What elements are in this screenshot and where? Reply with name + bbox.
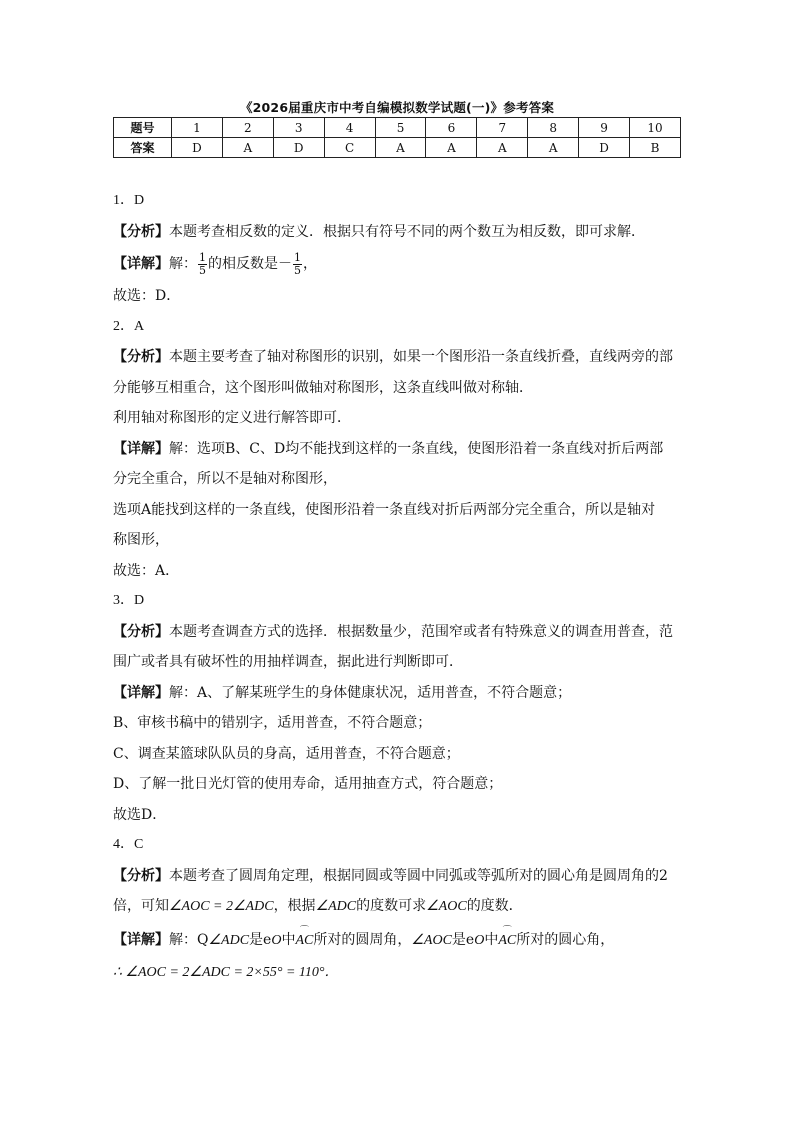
question-2-detail-cont: 选项A能找到这样的一条直线，使图形沿着一条直线对折后两部分完全重合，所以是轴对: [113, 501, 656, 518]
question-4-analysis-cont: 倍，可知∠AOC = 2∠ADC，根据∠ADC的度数可求∠AOC的度数．: [113, 898, 523, 914]
answer-cell: A: [528, 138, 579, 158]
table-row-header: 题号: [114, 118, 172, 138]
detail-tag: 【详解】: [113, 440, 169, 457]
answer-cell: D: [172, 138, 223, 158]
answer-cell: A: [426, 138, 477, 158]
circle-symbol: e: [465, 931, 475, 948]
answer-cell: B: [630, 138, 681, 158]
answer-cell: C: [324, 138, 375, 158]
question-number-cell: 8: [528, 118, 579, 138]
question-1-detail: 【详解】解： $\frac{1}{5}$ 的相反数是－ $\frac{1}{5}$ ，: [113, 250, 317, 277]
question-number-cell: 9: [579, 118, 630, 138]
question-2-detail: 【详解】解：选项B、C、D均不能找到这样的一条直线，使图形沿着一条直线对折后两部: [113, 440, 664, 457]
question-3-detail-cont: D、了解一批日光灯管的使用寿命，适用抽查方式，符合题意；: [113, 776, 503, 792]
fraction: $\frac{1}{5}$: [199, 250, 206, 277]
question-3-analysis-cont: 围广或者具有破坏性的用抽样调查，据此进行判断即可．: [113, 654, 463, 670]
question-2-detail-cont: 分完全重合，所以不是轴对称图形，: [113, 471, 337, 487]
question-2-conclusion: 故选：A．: [113, 562, 180, 579]
answer-cell: A: [222, 138, 273, 158]
question-3-heading: 3．D: [113, 593, 145, 608]
question-2-analysis-cont: 分能够互相重合，这个图形叫做轴对称图形，这条直线叫做对称轴．: [113, 379, 533, 396]
table-row: [114, 118, 681, 138]
question-2-analysis-cont: 利用轴对称图形的定义进行解答即可．: [113, 410, 351, 426]
math-expression: ∠AOC: [411, 932, 452, 948]
page-title: 《2026届重庆市中考自编模拟数学试题(一)》参考答案: [239, 100, 555, 115]
solutions-body: [113, 186, 693, 988]
answer-cell: A: [375, 138, 426, 158]
question-1-analysis: 【分析】本题考查相反数的定义．根据只有符号不同的两个数互为相反数，即可求解．: [113, 223, 645, 240]
answer-cell: D: [579, 138, 630, 158]
question-4-detail: 【详解】解：Q∠ADC是eO中⌒ AC所对的圆周角，∠AOC是eO中⌒ AC所对的圆心角，: [113, 923, 693, 958]
math-expression: ∠AOC: [426, 899, 467, 914]
question-4-result: ∴ ∠AOC = 2∠ADC = 2×55° = 110°．: [113, 964, 339, 980]
arc-symbol: ⌒ AC: [498, 924, 516, 958]
question-3-conclusion: 故选D．: [113, 806, 167, 823]
question-2-heading: 2．A: [113, 318, 145, 334]
detail-tag: 【详解】: [113, 684, 169, 701]
analysis-tag: 【分析】: [113, 623, 169, 640]
math-expression: ∠ADC: [315, 899, 357, 914]
question-number-cell: 4: [324, 118, 375, 138]
analysis-tag: 【分析】: [113, 223, 169, 240]
math-expression: ∠AOC = 2∠ADC: [169, 899, 274, 914]
question-2-analysis: 【分析】本题主要考查了轴对称图形的识别，如果一个图形沿一条直线折叠，直线两旁的部: [113, 349, 673, 365]
question-3-analysis: 【分析】本题考查调查方式的选择．根据数量少，范围窄或者有特殊意义的调查用普查，范: [113, 623, 673, 640]
answer-table: [113, 117, 681, 158]
table-row: [114, 138, 681, 158]
question-number-cell: 5: [375, 118, 426, 138]
question-4-analysis: 【分析】本题考查了圆周角定理，根据同圆或等圆中同弧或等弧所对的圆心角是圆周角的2: [113, 867, 668, 884]
question-number-cell: 10: [630, 118, 681, 138]
question-1-heading: 1．D: [113, 193, 145, 208]
question-number-cell: 6: [426, 118, 477, 138]
analysis-tag: 【分析】: [113, 349, 169, 365]
question-1-conclusion: 故选：D．: [113, 288, 181, 304]
question-number-cell: 3: [273, 118, 324, 138]
detail-tag: 【详解】: [113, 931, 169, 948]
question-3-detail-cont: B、审核书稿中的错别字，适用普查，不符合题意；: [113, 715, 432, 731]
question-number-cell: 7: [477, 118, 528, 138]
question-number-cell: 1: [172, 118, 223, 138]
fraction: $\frac{1}{5}$: [294, 250, 301, 277]
table-row-header: 答案: [114, 138, 172, 158]
circle-symbol: e: [263, 931, 272, 948]
question-3-detail: 【详解】解：A、了解某班学生的身体健康状况，适用普查，不符合题意；: [113, 684, 572, 701]
question-2-detail-cont: 称图形，: [113, 532, 169, 548]
answer-cell: A: [477, 138, 528, 158]
answer-cell: D: [273, 138, 324, 158]
detail-tag: 【详解】: [113, 256, 169, 272]
question-number-cell: 2: [222, 118, 273, 138]
question-4-heading: 4．C: [113, 837, 144, 852]
question-3-detail-cont: C、调查某篮球队队员的身高，适用普查，不符合题意；: [113, 745, 460, 762]
math-expression: ∠ADC: [208, 932, 250, 948]
arc-symbol: ⌒ AC: [295, 924, 313, 958]
analysis-tag: 【分析】: [113, 867, 169, 884]
